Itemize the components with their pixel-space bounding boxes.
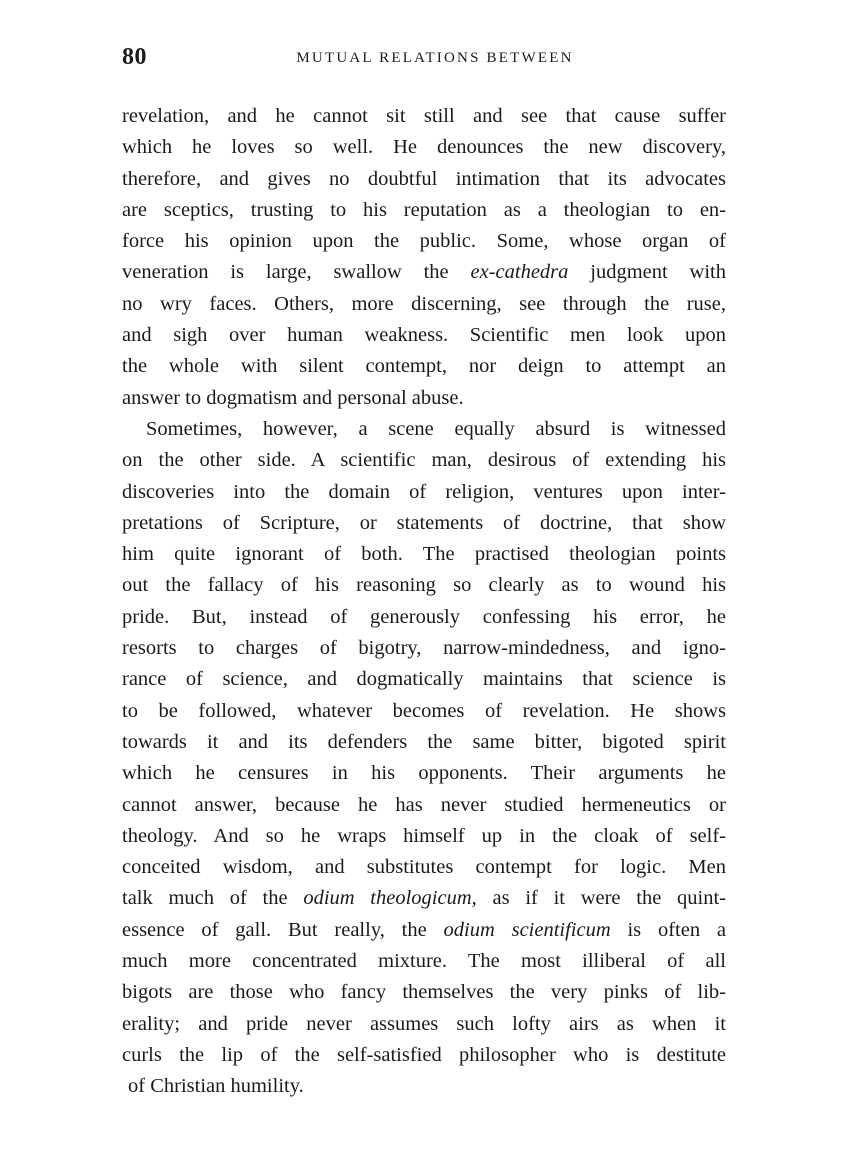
text-run: pride. But, instead of generously confessing his error, he <box>122 605 726 628</box>
running-head: MUTUAL RELATIONS BETWEEN <box>296 50 574 66</box>
text-run: is often a <box>610 918 726 941</box>
text-run: and sigh over human weakness. Scientific men look upon <box>122 324 726 347</box>
text-run: conceited wisdom, and substitutes contempt for logic. Men <box>122 856 726 879</box>
text-line <box>122 414 726 445</box>
text-line <box>122 1009 726 1040</box>
italic-term: odium scientificum <box>443 918 611 941</box>
text-line <box>122 570 726 601</box>
paragraph <box>122 101 726 414</box>
text-run: Sometimes, however, a scene equally absurd is witnessed <box>146 417 726 440</box>
text-line <box>122 727 726 758</box>
text-run: bigots are those who fancy themselves the very pinks of lib- <box>122 981 726 1004</box>
text-run: no wry faces. Others, more discerning, see through the ruse, <box>122 292 726 315</box>
text-line <box>122 915 726 946</box>
text-run: towards it and its defenders the same bitter, bigoted spirit <box>122 730 726 753</box>
text-line <box>122 226 726 257</box>
text-line <box>122 508 726 539</box>
text-run: which he censures in his opponents. Their arguments he <box>122 762 726 785</box>
text-line <box>122 696 726 727</box>
text-run: the whole with silent contempt, nor deign to attempt an <box>122 355 726 378</box>
text-line <box>122 758 726 789</box>
text-run: revelation, and he cannot sit still and see that cause suffer <box>122 105 726 127</box>
text-run: him quite ignorant of both. The practised theologian points <box>122 543 726 566</box>
text-line <box>122 852 726 883</box>
text-run: resorts to charges of bigotry, narrow-mindedness, and igno- <box>122 637 726 660</box>
italic-term: ex-cathedra <box>470 261 569 284</box>
text-line <box>122 477 726 508</box>
text-line <box>122 977 726 1008</box>
text-run: on the other side. A scientific man, desirous of extending his <box>122 449 726 472</box>
text-run: theology. And so he wraps himself up in the cloak of self- <box>122 824 726 847</box>
text-line <box>122 195 726 226</box>
text-run: force his opinion upon the public. Some, whose organ of <box>122 230 726 253</box>
text-run: judgment with <box>568 261 726 284</box>
text-run: cannot answer, because he has never studied hermeneutics or <box>122 793 726 816</box>
text-line <box>122 946 726 977</box>
text-run: erality; and pride never assumes such lofty airs as when it <box>122 1012 726 1035</box>
text-line <box>122 602 726 633</box>
text-run: veneration is large, swallow the <box>122 261 471 284</box>
text-line <box>122 132 726 163</box>
text-run: of Christian humility. <box>128 1075 304 1098</box>
text-line <box>122 351 726 382</box>
text-line <box>122 257 726 288</box>
text-line <box>122 883 726 914</box>
text-line <box>122 539 726 570</box>
text-run: rance of science, and dogmatically maintains that science is <box>122 668 726 691</box>
text-line <box>122 164 726 195</box>
body-text <box>122 101 726 1103</box>
text-line <box>122 101 726 132</box>
text-run: talk much of the <box>122 887 304 910</box>
text-run: are sceptics, trusting to his reputation as a theologian to en- <box>122 198 726 221</box>
text-line <box>122 821 726 852</box>
text-run: which he loves so well. He denounces the new discovery, <box>122 136 726 159</box>
text-run: much more concentrated mixture. The most illiberal of all <box>122 950 726 973</box>
text-line <box>122 445 726 476</box>
text-line <box>122 1071 726 1102</box>
italic-term: odium theologicum, <box>303 887 477 910</box>
text-run: answer to dogmatism and personal abuse. <box>122 386 464 409</box>
text-run: out the fallacy of his reasoning so clearly as to wound his <box>122 574 726 597</box>
text-line <box>122 790 726 821</box>
text-line <box>122 289 726 320</box>
text-line <box>122 383 726 414</box>
text-line <box>122 633 726 664</box>
text-line <box>122 664 726 695</box>
text-run: essence of gall. But really, the <box>122 918 444 941</box>
text-run: curls the lip of the self-satisfied philosopher who is destitute <box>122 1043 726 1066</box>
page-number: 80 <box>122 44 147 70</box>
text-line <box>122 1040 726 1071</box>
text-run: therefore, and gives no doubtful intimation that its advocates <box>122 167 726 190</box>
text-run: pretations of Scripture, or statements of doctrine, that show <box>122 511 726 534</box>
text-run: as if it were the quint- <box>476 887 726 910</box>
text-run: discoveries into the domain of religion, ventures upon inter- <box>122 480 726 503</box>
text-run: to be followed, whatever becomes of revelation. He shows <box>122 699 726 722</box>
paragraph <box>122 414 726 1103</box>
text-line <box>122 320 726 351</box>
